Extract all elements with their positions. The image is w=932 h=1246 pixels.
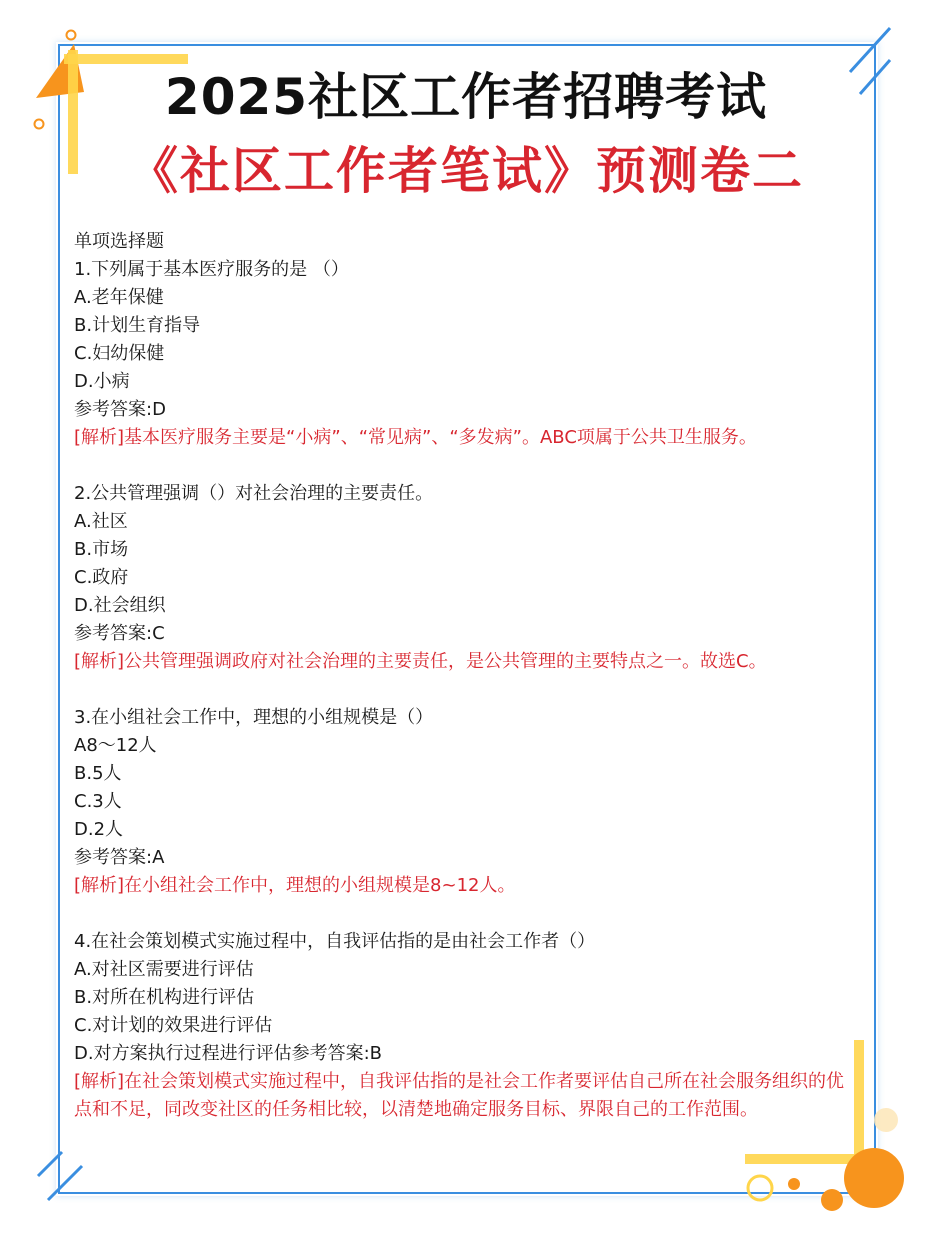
- explanation: [解析]在社会策划模式实施过程中，自我评估指的是社会工作者要评估自己所在社会服务组织的优点和不足，同改变社区的任务相比较，以清楚地确定服务目标、界限自己的工作范围。: [74, 1071, 845, 1120]
- page-title: 2025社区工作者招聘考试: [164, 68, 768, 126]
- orange-dot-icon: [818, 1186, 846, 1214]
- option-b: B.市场: [74, 539, 129, 560]
- answer: 参考答案:A: [74, 847, 165, 868]
- option-c: C.政府: [74, 567, 129, 588]
- option-d: D.社会组织: [74, 595, 166, 616]
- option-a: A8～12人: [74, 735, 157, 756]
- question-block: [74, 704, 858, 900]
- spacer: [74, 452, 858, 480]
- question-block: [74, 480, 858, 676]
- option-b: B.对所在机构进行评估: [74, 987, 255, 1008]
- orange-dot-icon: [784, 1174, 804, 1194]
- small-ring-icon: [64, 28, 78, 42]
- question-stem: 3.在小组社会工作中，理想的小组规模是（）: [74, 707, 434, 728]
- option-d: D.对方案执行过程进行评估参考答案:B: [74, 1043, 382, 1064]
- explanation: [解析]基本医疗服务主要是“小病”、“常见病”、“多发病”。ABC项属于公共卫生服务。: [74, 427, 757, 448]
- option-d: D.2人: [74, 819, 124, 840]
- option-b: B.5人: [74, 763, 122, 784]
- yellow-ring-icon: [742, 1170, 778, 1206]
- page-subtitle: 《社区工作者笔试》预测卷二: [128, 142, 804, 200]
- explanation: [解析]在小组社会工作中，理想的小组规模是8~12人。: [74, 875, 516, 896]
- answer: 参考答案:D: [74, 399, 166, 420]
- light-bubble-icon: [870, 1100, 910, 1140]
- option-c: C.3人: [74, 791, 122, 812]
- option-a: A.老年保健: [74, 287, 164, 308]
- question-block: [74, 256, 858, 452]
- option-a: A.对社区需要进行评估: [74, 959, 254, 980]
- diagonal-lines-icon: [34, 1150, 94, 1210]
- question-block: [74, 928, 858, 1124]
- spacer: [74, 676, 858, 704]
- explanation: [解析]公共管理强调政府对社会治理的主要责任，是公共管理的主要特点之一。故选C。: [74, 651, 767, 672]
- option-c: C.对计划的效果进行评估: [74, 1015, 273, 1036]
- question-stem: 4.在社会策划模式实施过程中，自我评估指的是由社会工作者（）: [74, 931, 596, 952]
- option-d: D.小病: [74, 371, 130, 392]
- spacer: [74, 900, 858, 928]
- section-label: 单项选择题: [74, 231, 164, 252]
- question-stem: 1.下列属于基本医疗服务的是 （）: [74, 259, 349, 280]
- option-a: A.社区: [74, 511, 128, 532]
- option-b: B.计划生育指导: [74, 315, 201, 336]
- option-c: C.妇幼保健: [74, 343, 165, 364]
- exam-content: [74, 228, 858, 1124]
- answer: 参考答案:C: [74, 623, 165, 644]
- question-stem: 2.公共管理强调（）对社会治理的主要责任。: [74, 483, 434, 504]
